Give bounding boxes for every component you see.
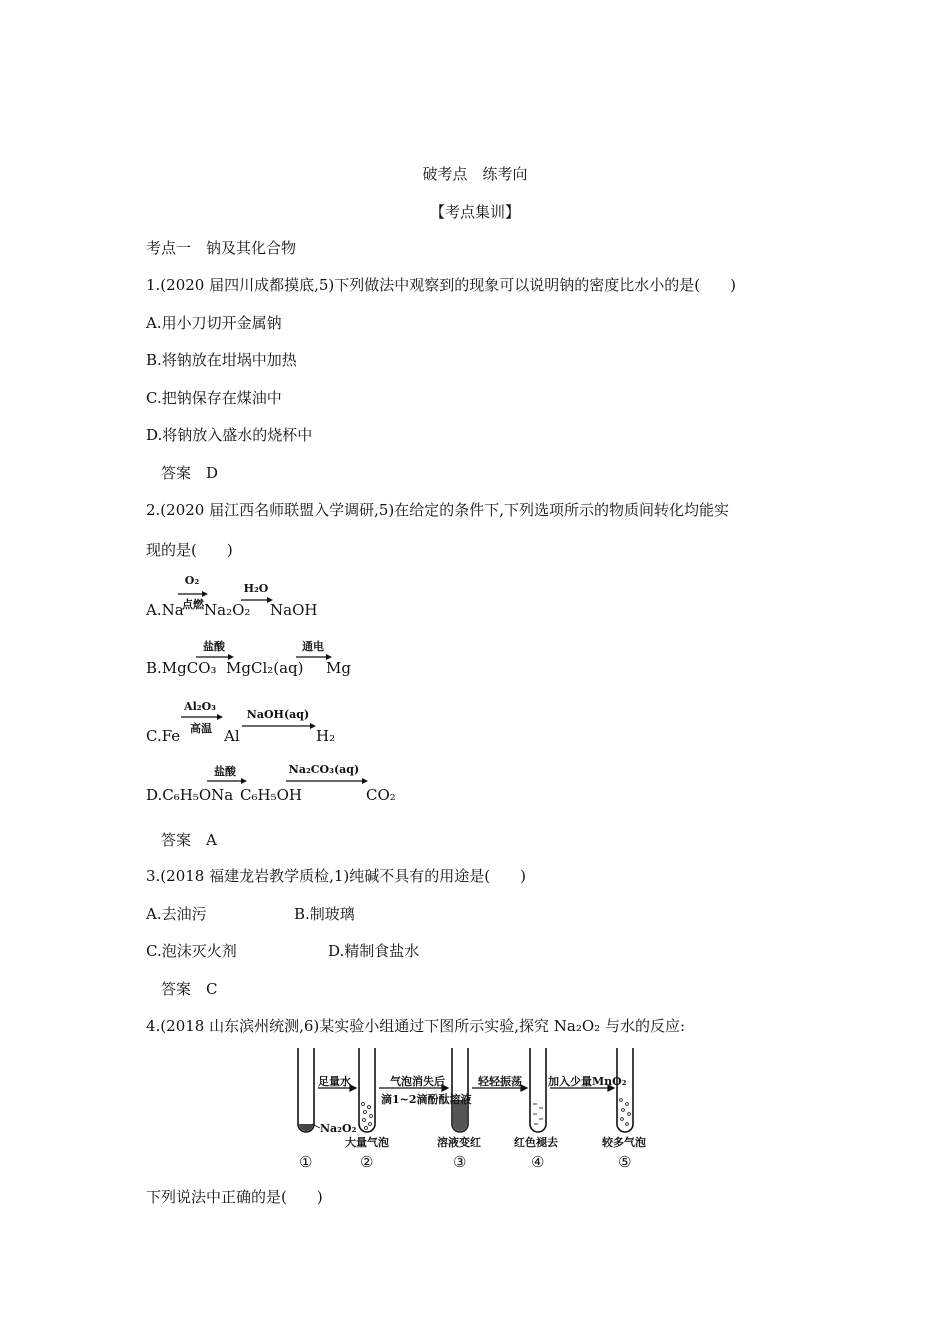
q2c-condition-1: 高温 [190, 722, 212, 735]
q2b-label: B.MgCO₃ [146, 659, 217, 677]
observation-5: 较多气泡 [602, 1136, 646, 1149]
tube-number-4: ④ [531, 1153, 545, 1171]
q3-option-d: D.精制食盐水 [328, 942, 420, 960]
q2-stem-line2: 现的是( ) [146, 541, 233, 559]
section-heading: 考点一 钠及其化合物 [146, 239, 297, 257]
q3-stem: 3.(2018 福建龙岩教学质检,1)纯碱不具有的用途是( ) [146, 867, 526, 885]
q2a-reagent-1: O₂ [184, 574, 200, 587]
page-subtitle: 【考点集训】 [429, 203, 520, 221]
arrow-icon [286, 777, 368, 785]
q1-stem: 1.(2020 届四川成都摸底,5)下列做法中观察到的现象可以说明钠的密度比水小的是( ) [146, 276, 736, 294]
observation-2: 大量气泡 [345, 1136, 389, 1149]
q4-stem: 4.(2018 山东滨州统测,6)某实验小组通过下图所示实验,探究 Na₂O₂ 与水的反应: [146, 1017, 686, 1035]
step-add-mno2: 加入少量MnO₂ [548, 1075, 627, 1088]
tube-number-1: ① [299, 1153, 313, 1171]
q1-option-b: B.将钠放在坩埚中加热 [146, 351, 297, 369]
q2c-label: C.Fe [146, 727, 181, 745]
step-add-phenolphthalein: 滴1~2滴酚酞溶液 [381, 1093, 472, 1106]
test-tubes-figure [290, 1044, 660, 1174]
q2c-product: H₂ [316, 727, 336, 745]
q3-answer: 答案 C [161, 980, 218, 998]
observation-3: 溶液变红 [437, 1136, 481, 1149]
q2d-label: D.C₆H₅ONa [146, 786, 234, 804]
step-add-water: 足量水 [318, 1075, 351, 1088]
arrow-icon [242, 722, 316, 730]
q2c-intermediate: Al [224, 727, 240, 745]
q2d-reagent-2: Na₂CO₃(aq) [288, 763, 360, 776]
step-shake: 轻轻振荡 [478, 1075, 522, 1088]
q2a-reagent-2: H₂O [243, 582, 269, 595]
tube1-label: Na₂O₂ [320, 1122, 357, 1135]
q2b-product: Mg [326, 659, 351, 677]
observation-4: 红色褪去 [514, 1136, 558, 1149]
q2a-condition-1: 点燃 [182, 598, 204, 611]
tube-number-3: ③ [453, 1153, 467, 1171]
q2-answer: 答案 A [161, 831, 217, 849]
arrow-icon [207, 777, 247, 785]
test-tube-2 [359, 1048, 375, 1132]
q2b-intermediate: MgCl₂(aq) [226, 659, 304, 677]
step-bubbles-gone: 气泡消失后 [390, 1075, 445, 1088]
tube-number-2: ② [360, 1153, 374, 1171]
q2b-reagent-2: 通电 [302, 640, 324, 653]
q2c-reagent-2: NaOH(aq) [246, 708, 310, 721]
q2b-reagent-1: 盐酸 [203, 640, 225, 653]
q1-option-c: C.把钠保存在煤油中 [146, 389, 282, 407]
q1-option-d: D.将钠放入盛水的烧杯中 [146, 426, 313, 444]
q2a-label: A.Na [146, 601, 184, 619]
q2-stem-line1: 2.(2020 届江西名师联盟入学调研,5)在给定的条件下,下列选项所示的物质间转化均能实 [146, 501, 730, 519]
q2d-intermediate: C₆H₅OH [240, 786, 302, 804]
q3-option-c: C.泡沫灭火剂 [146, 942, 237, 960]
q1-answer: 答案 D [161, 464, 219, 482]
q3-option-b: B.制玻璃 [294, 905, 355, 923]
q4-tail: 下列说法中正确的是( ) [146, 1188, 323, 1206]
q2a-product: NaOH [270, 601, 318, 619]
test-tube-4 [530, 1048, 546, 1132]
q3-option-a: A.去油污 [146, 905, 207, 923]
q1-option-a: A.用小刀切开金属钠 [146, 314, 282, 332]
tube-number-5: ⑤ [618, 1153, 632, 1171]
q2a-intermediate: Na₂O₂ [204, 601, 251, 619]
q2c-reagent-1: Al₂O₃ [184, 700, 216, 713]
test-tube-1 [298, 1048, 314, 1132]
q2d-product: CO₂ [366, 786, 396, 804]
arrow-icon [241, 596, 273, 604]
page-title: 破考点 练考向 [422, 165, 528, 183]
q2d-reagent-1: 盐酸 [214, 765, 236, 778]
